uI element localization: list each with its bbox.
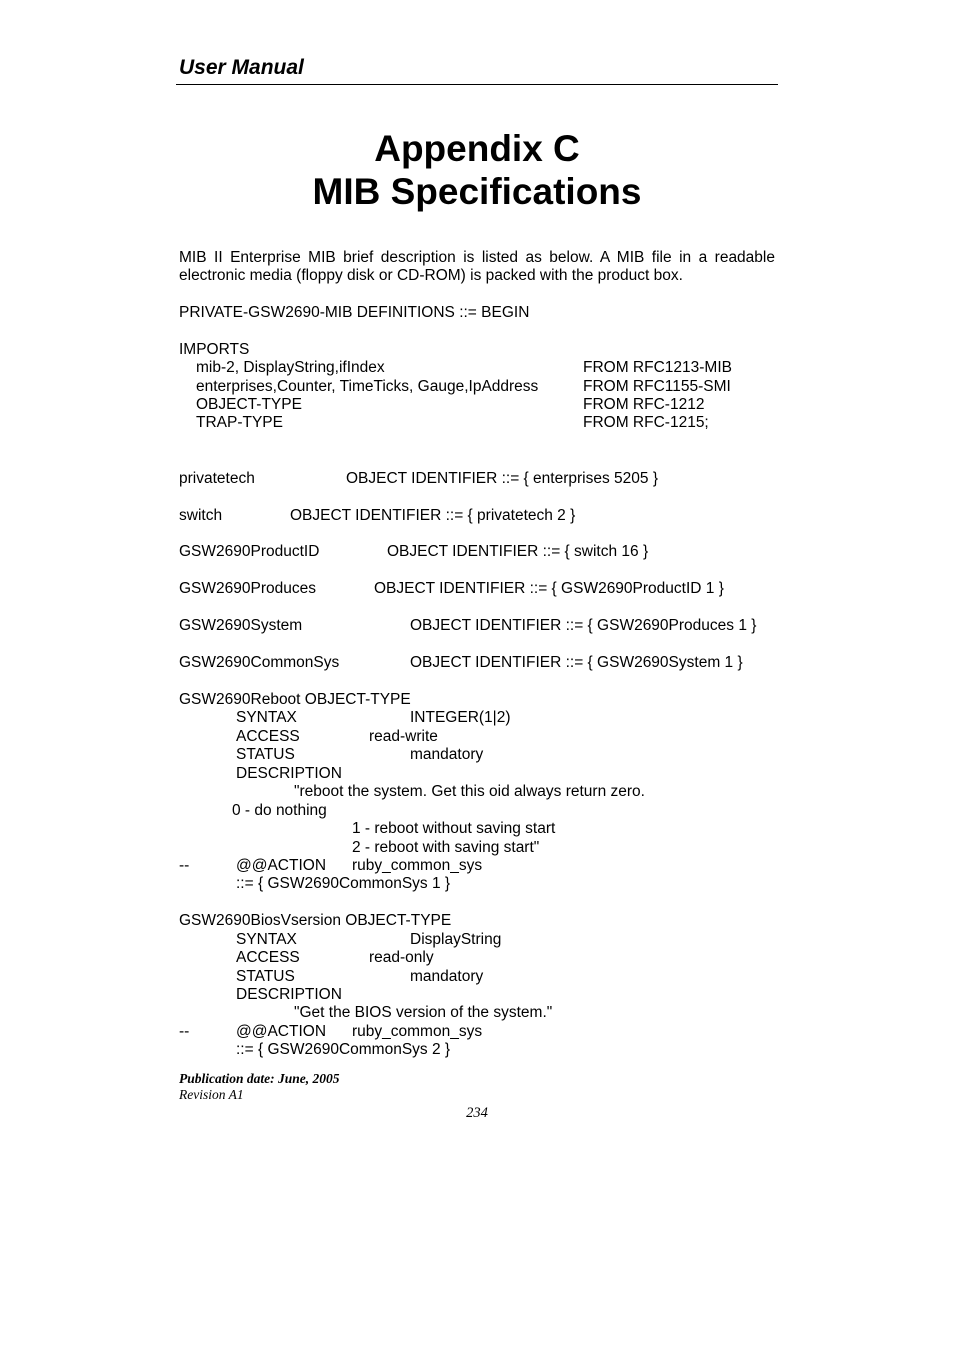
reboot-status-value: mandatory (410, 746, 484, 763)
publication-date: Publication date: June, 2005 (179, 1071, 340, 1086)
identifier-name: privatetech (179, 470, 255, 487)
reboot-desc-line: "reboot the system. Get this oid always return zero. (294, 783, 645, 800)
import-item: OBJECT-TYPE (196, 396, 302, 413)
reboot-heading: GSW2690Reboot OBJECT-TYPE (179, 691, 411, 708)
identifier-value: OBJECT IDENTIFIER ::= { GSW2690System 1 } (410, 654, 743, 671)
bios-access-value: read-only (369, 949, 434, 966)
identifier-name: switch (179, 507, 223, 524)
bios-status-value: mandatory (410, 968, 484, 985)
identifier-value: OBJECT IDENTIFIER ::= { GSW2690ProductID 1 } (374, 580, 724, 597)
identifier-name: GSW2690CommonSys (179, 654, 340, 671)
bios-heading: GSW2690BiosVsersion OBJECT-TYPE (179, 912, 452, 929)
identifier-name: GSW2690Produces (179, 580, 316, 597)
reboot-syntax-label: SYNTAX (236, 709, 297, 726)
reboot-access-label: ACCESS (236, 728, 300, 745)
page-title-line2: MIB Specifications (312, 171, 642, 212)
import-from: FROM RFC-1215; (583, 414, 709, 431)
bios-comment-dash: -- (179, 1023, 190, 1040)
page-number: 234 (466, 1105, 488, 1121)
import-from: FROM RFC-1212 (583, 396, 705, 413)
identifier-value: OBJECT IDENTIFIER ::= { GSW2690Produces 1 } (410, 617, 757, 634)
definitions-line: PRIVATE-GSW2690-MIB DEFINITIONS ::= BEGIN (179, 304, 530, 321)
identifier-value: OBJECT IDENTIFIER ::= { privatetech 2 } (290, 507, 576, 524)
bios-syntax-value: DisplayString (410, 931, 502, 948)
reboot-assign: ::= { GSW2690CommonSys 1 } (236, 875, 451, 892)
bios-syntax-label: SYNTAX (236, 931, 297, 948)
reboot-desc-line: 0 - do nothing (232, 802, 327, 819)
reboot-action-label: @@ACTION (236, 857, 327, 874)
reboot-syntax-value: INTEGER(1|2) (410, 709, 511, 726)
import-from: FROM RFC1155-SMI (583, 378, 731, 395)
import-item: TRAP-TYPE (196, 414, 283, 431)
import-item: mib-2, DisplayString,ifIndex (196, 359, 385, 376)
identifier-value: OBJECT IDENTIFIER ::= { enterprises 5205 } (346, 470, 658, 487)
header-title: User Manual (179, 56, 304, 79)
reboot-action-value: ruby_common_sys (352, 857, 483, 874)
bios-assign: ::= { GSW2690CommonSys 2 } (236, 1041, 451, 1058)
bios-status-label: STATUS (236, 968, 295, 985)
intro-line1: MIB II Enterprise MIB brief description is listed as below. A MIB file in a readable (179, 249, 775, 266)
identifier-name: GSW2690System (179, 617, 303, 634)
import-from: FROM RFC1213-MIB (583, 359, 732, 376)
reboot-comment-dash: -- (179, 857, 190, 874)
reboot-desc-line: 2 - reboot with saving start" (352, 839, 540, 856)
identifier-name: GSW2690ProductID (179, 543, 320, 560)
revision: Revision A1 (179, 1087, 244, 1102)
reboot-desc-line: 1 - reboot without saving start (352, 820, 556, 837)
reboot-description-label: DESCRIPTION (236, 765, 342, 782)
reboot-access-value: read-write (369, 728, 438, 745)
page-header (176, 56, 778, 85)
bios-action-label: @@ACTION (236, 1023, 327, 1040)
bios-description-label: DESCRIPTION (236, 986, 342, 1003)
identifier-value: OBJECT IDENTIFIER ::= { switch 16 } (387, 543, 649, 560)
bios-access-label: ACCESS (236, 949, 300, 966)
import-item: enterprises,Counter, TimeTicks, Gauge,IpAddress (196, 378, 539, 395)
bios-desc-line: "Get the BIOS version of the system." (294, 1004, 553, 1021)
imports-label: IMPORTS (179, 341, 250, 358)
intro-line2: electronic media (floppy disk or CD-ROM) is packed with the product box. (179, 267, 683, 284)
bios-action-value: ruby_common_sys (352, 1023, 483, 1040)
page-title-line1: Appendix C (374, 128, 580, 169)
reboot-status-label: STATUS (236, 746, 295, 763)
